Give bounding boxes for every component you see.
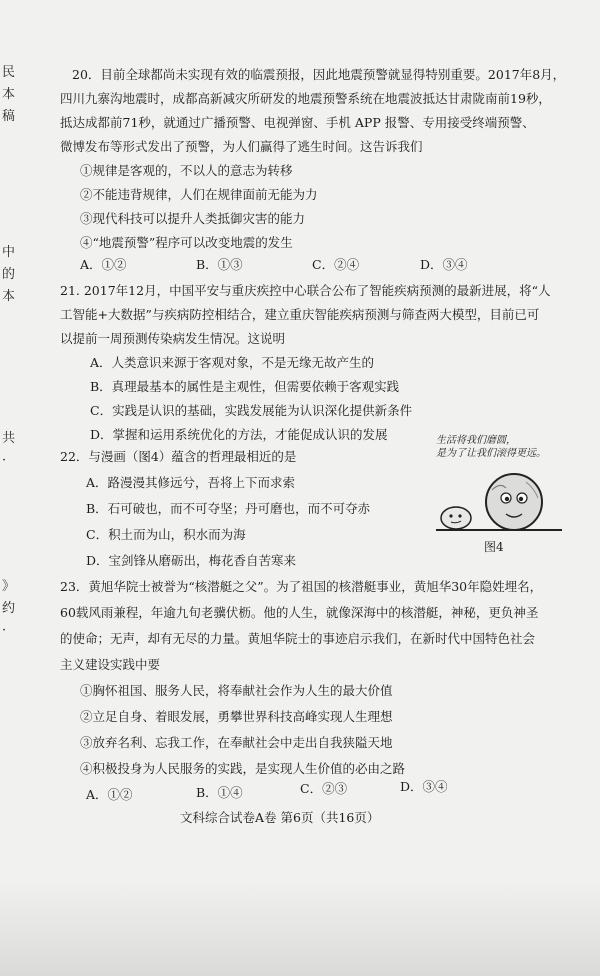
q22-option-c: C．积土而为山，积水而为海: [86, 527, 246, 542]
q21-option-a: A．人类意识来源于客观对象，不是无缘无故产生的: [90, 355, 375, 370]
margin-fragment-char: ·: [2, 453, 7, 468]
q22-option-b: B．石可破也，而不可夺坚；丹可磨也，而不可夺赤: [86, 501, 371, 516]
q20-line: 微博发布等形式发出了预警，为人们赢得了逃生时间。这告诉我们: [60, 139, 423, 154]
q22-option-a: A．路漫漫其修远兮，吾将上下而求索: [86, 475, 296, 490]
q21-option-b: B．真理最基本的属性是主观性，但需要依赖于客观实践: [90, 379, 400, 394]
q23-line: 的使命；无声，却有无尽的力量。黄旭华院士的事迹启示我们，在新时代中国特色社会: [60, 631, 536, 646]
q23-choice-c: C．②③: [300, 781, 348, 796]
q23-choice-b: B．①④: [196, 785, 243, 800]
margin-fragment-char: 约: [2, 601, 16, 616]
q21-option-d: D．掌握和运用系统优化的方法，才能促成认识的发展: [90, 427, 388, 442]
cartoon-caption-line: 是为了让我们滚得更远。: [436, 448, 546, 459]
margin-fragment-char: 稿: [2, 109, 16, 124]
q23-line: 23．黄旭华院士被誉为“核潜艇之父”。为了祖国的核潜艇事业，黄旭华30年隐姓埋名，: [60, 579, 543, 594]
margin-fragment-char: 本: [2, 87, 16, 102]
q22-stem: 22．与漫画（图4）蕴含的哲理最相近的是: [60, 449, 297, 464]
q21-line: 21. 2017年12月，中国平安与重庆疾控中心联合公布了智能疾病预测的最新进展，将“人: [60, 283, 551, 298]
cartoon-caption-line: 生活将我们磨圆，: [436, 435, 516, 446]
q22-option-d: D．宝剑锋从磨砺出，梅花香自苦寒来: [86, 553, 297, 568]
q20-choice-a: A．①②: [80, 257, 127, 272]
q20-choice-b: B．①③: [196, 257, 243, 272]
q21-option-c: C．实践是认识的基础，实践发展能为认识深化提供新条件: [90, 403, 413, 418]
q23-choice-d: D．③④: [400, 779, 448, 794]
q21-line: 工智能+大数据”与疾病防控相结合，建立重庆智能疾病预测与筛查两大模型，目前已可: [60, 307, 540, 322]
q23-line: 60载风雨兼程，年逾九旬老骥伏枥。他的人生，就像深海中的核潜艇，神秘，更负神圣: [60, 605, 539, 620]
q20-choice-d: D．③④: [420, 257, 468, 272]
q20-item: ②不能违背规律，人们在规律面前无能为力: [80, 187, 318, 202]
q20-item: ①规律是客观的，不以人的意志为转移: [80, 163, 293, 178]
q20-line: 抵达成都前71秒，就通过广播预警、电视弹窗、手机 APP 报警、专用接受终端预警、: [60, 115, 535, 130]
q20-item: ④“地震预警”程序可以改变地震的发生: [80, 235, 293, 250]
q20-choice-c: C．②④: [312, 257, 360, 272]
q23-item: ②立足自身、着眼发展，勇攀世界科技高峰实现人生理想: [80, 709, 393, 724]
margin-fragment-char: 中: [2, 245, 16, 260]
round-stone-shape: [486, 474, 542, 530]
q23-item: ④积极投身为人民服务的实践，是实现人生价值的必由之路: [80, 761, 406, 776]
q23-choice-a: A．①②: [86, 787, 133, 802]
scan-shadow: [0, 880, 600, 976]
q23-item: ③放弃名利、忘我工作，在奉献社会中走出自我狭隘天地: [80, 735, 393, 750]
q20-line: 20．目前全球都尚未实现有效的临震预报，因此地震预警就显得特别重要。2017年8月，: [72, 67, 566, 82]
figure-label: 图4: [484, 540, 504, 554]
margin-fragment-char: ·: [2, 623, 7, 638]
margin-fragment-char: 本: [2, 289, 16, 304]
margin-fragment-char: 共: [2, 431, 16, 446]
margin-fragment-char: 民: [2, 65, 16, 80]
small-rock-shape: [441, 507, 471, 529]
margin-fragment-char: 的: [2, 267, 16, 282]
q20-item: ③现代科技可以提升人类抵御灾害的能力: [80, 211, 306, 226]
q20-line: 四川九寨沟地震时，成都高新减灾所研发的地震预警系统在地震波抵达甘肃陇南前19秒，: [60, 91, 551, 106]
q21-line: 以提前一周预测传染病发生情况。这说明: [60, 331, 286, 346]
margin-fragment-char: 》: [2, 579, 16, 594]
page-footer: 文科综合试卷A卷 第6页（共16页）: [180, 810, 380, 825]
cartoon-caption: [436, 434, 546, 460]
q23-item: ①胸怀祖国、服务人民，将奉献社会作为人生的最大价值: [80, 683, 393, 698]
q23-line: 主义建设实践中要: [60, 657, 161, 672]
